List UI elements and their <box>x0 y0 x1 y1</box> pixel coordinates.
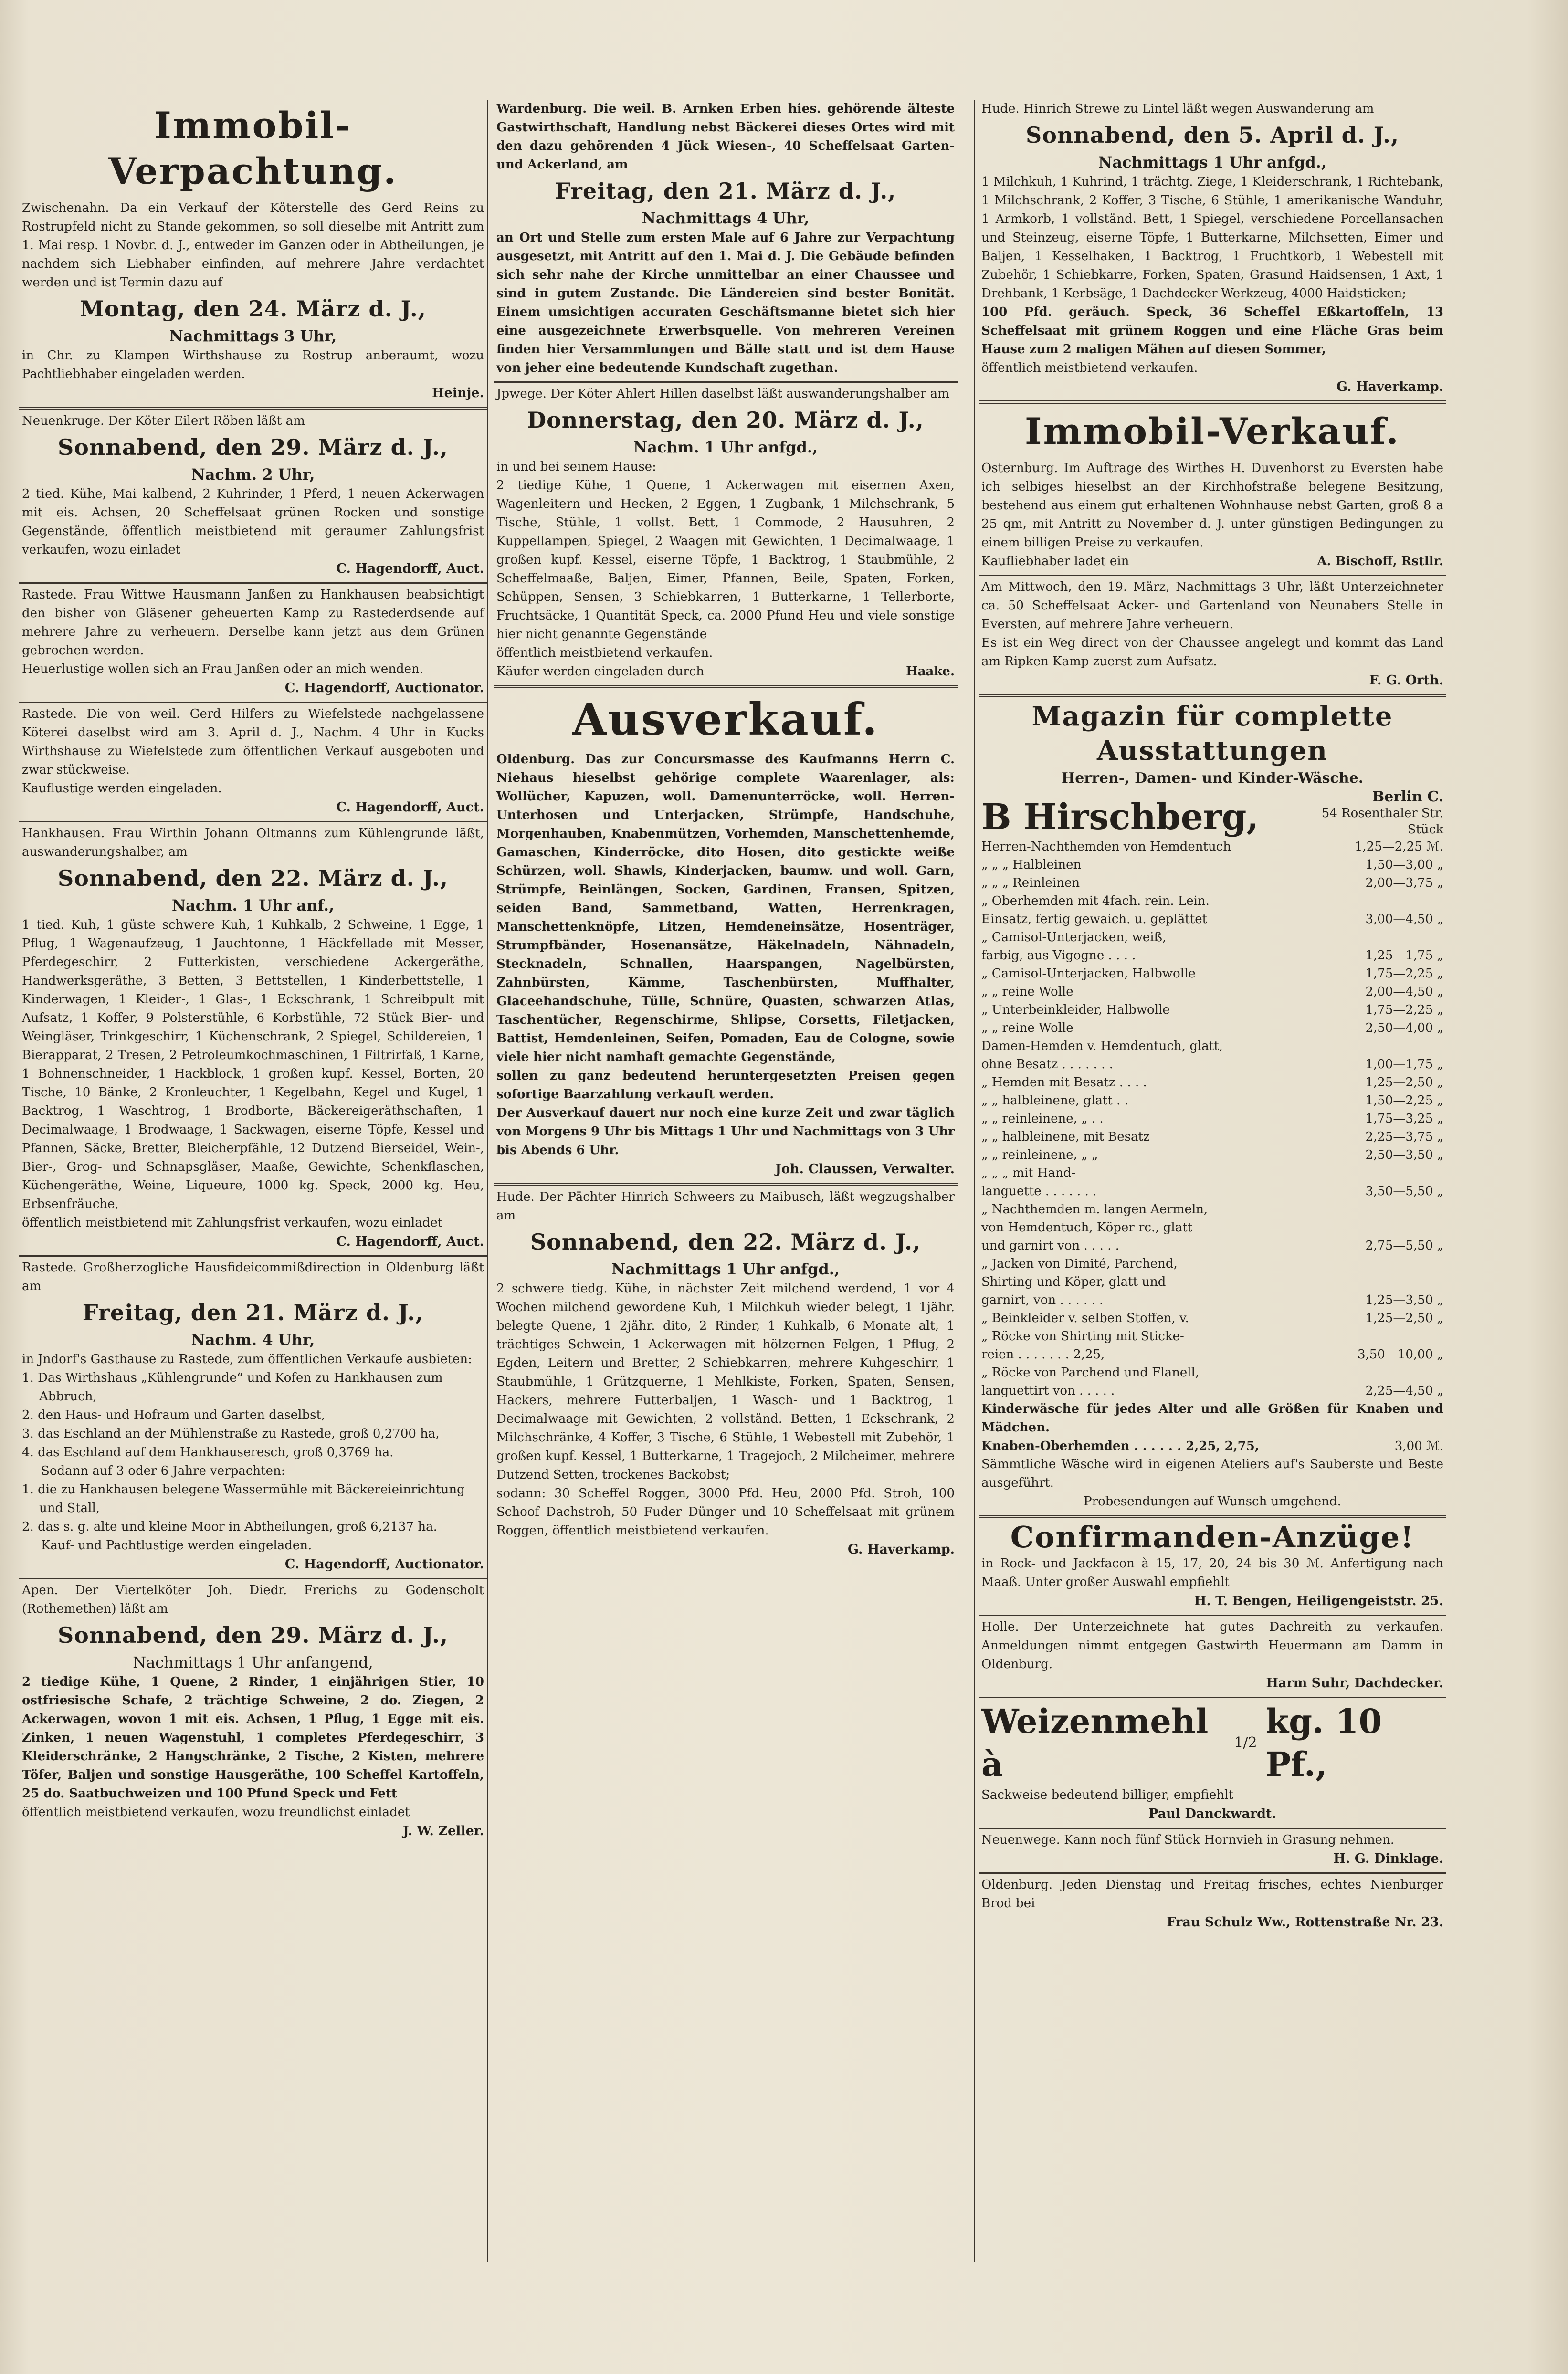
ad-time: Nachm. 1 Uhr anf., <box>171 896 335 914</box>
price-item: „ Röcke von Shirting mit Sticke- <box>981 1329 1184 1344</box>
table-row <box>981 874 1443 892</box>
ad-neuenwege <box>979 1829 1446 1874</box>
price-value <box>1334 1327 1443 1345</box>
table-row <box>981 1037 1443 1055</box>
price-value: 1,75—3,25 „ <box>1365 1112 1443 1126</box>
table-row <box>981 1182 1443 1200</box>
ad-date: Sonnabend, den 5. April d. J., <box>1025 122 1400 148</box>
ad-intro: in und bei seinem Hause: <box>496 460 656 474</box>
list-item: 1. Das Wirthshaus „Kühlengrunde“ und Kofen zu Hankhausen zum Abbruch, <box>22 1371 443 1404</box>
price-item: „ „ „ Reinleinen <box>981 876 1080 890</box>
ad-body: Neuenwege. Kann noch fünf Stück Hornvieh in Grasung nehmen. <box>981 1833 1395 1847</box>
ad-apen <box>19 1579 487 1845</box>
ad-body-2: 100 Pfd. geräuch. Speck, 36 Scheffel Eßkartoffeln, 13 Scheffelsaat mit grünem Roggen und eine Fläche Gras beim Hause zum 2 maligen Mähen auf diesen Sommer, <box>981 305 1443 357</box>
list-item: 2. den Haus- und Hofraum und Garten daselbst, <box>22 1408 326 1422</box>
price-item: „ „ reinleinene, „ „ <box>981 1148 1098 1162</box>
ad-signature: A. Bischoff, Rstllr. <box>1317 554 1443 568</box>
table-row <box>981 1001 1443 1019</box>
ad-lead: Hankhausen. Frau Wirthin Johann Oltmanns zum Kühlengrunde läßt, auswanderungshalber, am <box>22 826 484 859</box>
ad-tail: öffentlich meistbietend verkaufen. <box>981 361 1198 375</box>
table-row <box>981 1273 1443 1291</box>
price-value: 3,00—4,50 „ <box>1365 912 1443 926</box>
weizenmehl-headline <box>981 1700 1443 1786</box>
price-value: 2,25—3,75 „ <box>1365 1130 1443 1144</box>
ad-body: 1 Milchkuh, 1 Kuhrind, 1 trächtg. Ziege, 1 Kleiderschrank, 1 Richtebank, 1 Milchschrank, 2 Koffer, 3 Tische, 6 Stühle, 1 amerikanische Wanduhr, 1 Armkorb, 1 vollständ. Bett, 1 Spiegel, verschiedene Porcellansachen und Steinzeug, eiserne Töpfe, 1 Butterkarne, Milchsetten, Eimer und Baljen, 1 Kesselhaken, 1 Backtrog, 1 Fruchtkorb, 1 Webestell mit Zubehör, 1 Schiebkarre, Forken, Spaten, Grasund Haidsensen, 1 Axt, 1 Drehbank, 1 Kerbsäge, 1 Dachdecker-Werkzeug, 4000 Haidsticken; <box>981 175 1443 301</box>
price-item: „ Hemden mit Besatz . . . . <box>981 1075 1147 1090</box>
price-value <box>1334 1037 1443 1055</box>
ad-tail: sodann: 30 Scheffel Roggen, 3000 Pfd. Heu, 2000 Pfd. Stroh, 100 Schoof Dachstroh, 50 Fuder Dünger und 10 Scheffelsaat mit grünem Roggen, öffentlich meistbietend verkaufen. <box>496 1486 955 1538</box>
ad-signature: Haake. <box>906 664 955 679</box>
ad-intro-2: Sodann auf 3 oder 6 Jahre verpachten: <box>41 1464 285 1478</box>
ad-time: Nachm. 1 Uhr anfgd., <box>633 438 818 456</box>
ad-title: Magazin für complette Ausstattungen <box>1031 701 1393 767</box>
column-divider <box>974 100 975 2262</box>
table-row <box>981 856 1443 874</box>
ad-date: Freitag, den 21. März d. J., <box>555 178 896 204</box>
ad-signature: Joh. Claussen, Verwalter. <box>775 1162 955 1176</box>
ad-body: 2 tied. Kühe, Mai kalbend, 2 Kuhrinder, 1 Pferd, 1 neuen Ackerwagen mit eis. Achsen, 20 Scheffelsaat grünen Rocken und sonstige Gegenstände, öffentlich meistbietend mit geraumer Zahlungsfrist verkaufen, wozu einladet <box>22 487 484 557</box>
headline-part: Weizenmehl à <box>981 1702 1209 1784</box>
ad-date: Donnerstag, den 20. März d. J., <box>527 407 924 433</box>
ad-time: Nachmittags 1 Uhr anfgd., <box>1098 153 1326 171</box>
table-row <box>981 838 1443 856</box>
ad-signature-intro: Käufer werden eingeladen durch <box>496 664 704 679</box>
firm-header <box>981 789 1443 838</box>
table-row <box>981 1309 1443 1327</box>
price-item: Damen-Hemden v. Hemdentuch, glatt, <box>981 1039 1223 1053</box>
ad-signature: F. G. Orth. <box>1369 673 1443 688</box>
ad-immobil-verpachtung <box>19 98 487 410</box>
price-value <box>1334 1273 1443 1291</box>
ad-note: Sämmtliche Wäsche wird in eigenen Ateliers auf's Sauberste und Beste ausgeführt. <box>981 1457 1443 1490</box>
price-item: „ Beinkleider v. selben Stoffen, v. <box>981 1311 1189 1325</box>
ad-signature-line <box>496 662 955 681</box>
column-3 <box>979 98 1446 2265</box>
table-row <box>981 1092 1443 1110</box>
ad-lead: Apen. Der Viertelköter Joh. Diedr. Frerichs zu Godenscholt (Rothemethen) läßt am <box>22 1583 484 1616</box>
ad-body: 2 tiedige Kühe, 1 Quene, 1 Ackerwagen mit eisernen Axen, Wagenleitern und Hecken, 2 Eggen, 1 Zugbank, 1 Milchschrank, 5 Tische, Stühle, 1 vollst. Bett, 1 Commode, 2 Hausuhren, 2 Kuppellampen, Spiegel, 2 Waagen mit Gewichten, 1 Decimalwaage, 1 großen kupf. Kessel, eiserne Töpfe, 1 Backtrog, 1 Staubmühle, 2 Scheffelmaaße, Baljen, Eimer, Pfannen, Beile, Spaten, Forken, Schüppen, Sensen, 3 Schiebkarren, 1 Butterkarne, 1 Tellerborte, Fruchtsäcke, 1 Quantität Speck, ca. 2000 Pfund Heu und viele sonstige hier nicht genannte Gegenstände <box>496 478 955 641</box>
price-value: 1,25—1,75 „ <box>1365 948 1443 963</box>
ad-holle <box>979 1616 1446 1698</box>
ad-tail: Es ist ein Weg direct von der Chaussee angelegt und kommt das Land am Ripken Kamp zuerst zum Aufsatz. <box>981 636 1443 669</box>
price-item: und garnirt von . . . . . <box>981 1239 1119 1253</box>
ad-body: Rastede. Frau Wittwe Hausmann Janßen zu Hankhausen beabsichtigt den bisher von Gläsener geheuerten Kamp zu Rastederdsende auf mehrere Jahre zu verheuern. Derselbe kann jetzt aus dem Grünen gebrochen werden. <box>22 588 484 658</box>
unit-label: Stück <box>1407 822 1443 837</box>
ad-body: Osternburg. Im Auftrage des Wirthes H. Duvenhorst zu Eversten habe ich selbiges hieselbst an der Kirchhofstraße belegene Besitzung, bestehend aus einem gut erhaltenen Wohnhause nebst Garten, groß 8 a 25 qm, mit Antritt zu November d. J. unter günstigen Bedingungen zu einem billigen Preise zu verkaufen. <box>981 461 1443 550</box>
ad-hirschberg <box>979 697 1446 1518</box>
price-value: 1,25—2,50 „ <box>1365 1075 1443 1090</box>
ad-wardenburg <box>494 98 958 383</box>
ad-body: in Rock- und Jackfacon à 15, 17, 20, 24 bis 30 ℳ. Anfertigung nach Maaß. Unter großer Auswahl empfiehlt <box>981 1556 1443 1589</box>
price-value <box>1334 1164 1443 1182</box>
price-item: „ Camisol-Unterjacken, Halbwolle <box>981 966 1196 981</box>
list-item: 4. das Eschland auf dem Hankhauseresch, groß 0,3769 ha. <box>22 1445 394 1460</box>
price-item: „ „ reine Wolle <box>981 985 1073 999</box>
firm-street: 54 Rosenthaler Str. <box>1321 806 1443 820</box>
ad-lead: Hude. Hinrich Strewe zu Lintel läßt wegen Auswanderung am <box>981 102 1374 116</box>
table-row <box>981 1219 1443 1237</box>
column-1 <box>19 98 487 2265</box>
ad-body: Am Mittwoch, den 19. März, Nachmittags 3 Uhr, läßt Unterzeichneter ca. 50 Scheffelsaat Acker- und Gartenland von Neunabers Stelle in Eversten, auf mehrere Jahre verheuern. <box>981 580 1443 631</box>
price-value: 1,25—2,25 ℳ. <box>1354 840 1443 854</box>
ad-signature: H. T. Bengen, Heiligengeiststr. 25. <box>1194 1594 1443 1608</box>
ad-time: Nachmittags 3 Uhr, <box>169 327 337 345</box>
ad-signature: Heinje. <box>432 386 484 400</box>
ad-signature: C. Hagendorff, Auct. <box>336 800 484 815</box>
table-row <box>981 1237 1443 1255</box>
ad-lead: Jpwege. Der Köter Ahlert Hillen daselbst läßt auswanderungshalber am <box>496 387 949 401</box>
price-value: 1,75—2,25 „ <box>1365 966 1443 981</box>
table-row <box>981 1019 1443 1037</box>
ad-signature: C. Hagendorff, Auctionator. <box>284 1557 484 1572</box>
ad-orth <box>979 576 1446 697</box>
ad-tail: in Chr. zu Klampen Wirthshause zu Rostrup anberaumt, wozu Pachtliebhaber eingeladen werden. <box>22 348 484 381</box>
table-row <box>981 892 1443 910</box>
ad-hude-strewe <box>979 98 1446 404</box>
ad-item-list <box>22 1369 484 1462</box>
ad-signature: G. Haverkamp. <box>847 1542 955 1557</box>
table-row <box>981 946 1443 965</box>
ad-signature: Frau Schulz Ww., Rottenstraße Nr. 23. <box>1167 1915 1443 1930</box>
price-value: 3,00 ℳ. <box>1394 1439 1443 1453</box>
price-item: Shirting und Köper, glatt und <box>981 1275 1166 1289</box>
ad-time: Nachm. 2 Uhr, <box>191 465 315 483</box>
price-item: „ „ halbleinene, mit Besatz <box>981 1130 1150 1144</box>
table-row <box>981 1327 1443 1345</box>
price-item: „ „ „ Halbleinen <box>981 858 1082 872</box>
price-item: „ „ reinleinene, „ . . <box>981 1112 1104 1126</box>
headline-fraction: 1/2 <box>1234 1734 1257 1751</box>
ad-date: Sonnabend, den 22. März d. J., <box>57 865 449 891</box>
ad-hankhausen <box>19 822 487 1257</box>
price-item: „ Röcke von Parchend und Flanell, <box>981 1366 1200 1380</box>
ad-hude-schweers <box>494 1186 958 1563</box>
price-value: 1,25—3,50 „ <box>1365 1293 1443 1307</box>
price-item: „ Unterbeinkleider, Halbwolle <box>981 1003 1170 1017</box>
ad-tail: an Ort und Stelle zum ersten Male auf 6 Jahre zur Verpachtung ausgesetzt, mit Antritt auf den 1. Mai d. J. Die Gebäude befinden sich sehr nahe der Kirche unmittelbar an einer Chaussee und sind in gutem Zustande. Die Ländereien sind bester Bonität. Einem umsichtigen accuraten Geschäftsmanne bietet sich hier eine ausgezeichnete Erwerbsquelle. Von mehreren Vereinen finden hier Versammlungen und Bälle statt und ist dem Hause von jeher eine bedeutende Kundschaft zugethan. <box>496 231 955 375</box>
table-row <box>981 1110 1443 1128</box>
ad-neuenkruge <box>19 410 487 584</box>
ad-tail: Heuerlustige wollen sich an Frau Janßen oder an mich wenden. <box>22 662 424 676</box>
ad-lead: Rastede. Großherzogliche Hausfideicommißdirection in Oldenburg läßt am <box>22 1261 484 1293</box>
table-row <box>981 928 1443 946</box>
list-item: 1. die zu Hankhausen belegene Wassermühle mit Bäckereieinrichtung und Stall, <box>22 1482 465 1515</box>
price-item: „ Nachthemden m. langen Aermeln, <box>981 1202 1208 1217</box>
ad-tail: sollen zu ganz bedeutend heruntergesetzten Preisen gegen sofortige Baarzahlung verkauft werden. <box>496 1069 955 1102</box>
ad-title: Immobil-Verpachtung. <box>108 104 398 192</box>
ad-date: Sonnabend, den 22. März d. J., <box>530 1229 921 1255</box>
price-value <box>1334 892 1443 910</box>
ad-date: Freitag, den 21. März d. J., <box>82 1300 424 1325</box>
price-value: 2,50—3,50 „ <box>1365 1148 1443 1162</box>
ad-tail: öffentlich meistbietend mit Zahlungsfrist verkaufen, wozu einladet <box>22 1216 443 1230</box>
ad-signature: J. W. Zeller. <box>402 1824 484 1838</box>
table-row <box>981 1055 1443 1073</box>
ad-body: Zwischenahn. Da ein Verkauf der Köterstelle des Gerd Reins zu Rostrupfeld nicht zu Stande gekommen, so soll dieselbe mit Antritt zum 1. Mai resp. 1 Novbr. d. J., entweder im Ganzen oder in Abtheilungen, je nachdem sich Liebhaber einfinden, auf mehrere Jahre verdachtet werden und ist Termin dazu auf <box>22 201 484 290</box>
list-item: 3. das Eschland an der Mühlenstraße zu Rastede, groß 0,2700 ha, <box>22 1427 440 1441</box>
ad-tail: öffentlich meistbietend verkaufen, wozu freundlichst einladet <box>22 1805 410 1819</box>
price-value: 3,50—5,50 „ <box>1365 1184 1443 1198</box>
ad-time: Nachmittags 1 Uhr anfangend, <box>133 1653 373 1671</box>
firm-address <box>1322 789 1443 838</box>
ad-body: Holle. Der Unterzeichnete hat gutes Dachreith zu verkaufen. Anmeldungen nimmt entgegen Gastwirth Heuermann am Damm in Oldenburg. <box>981 1620 1443 1671</box>
headline-part-2: kg. 10 Pf., <box>1265 1702 1382 1784</box>
table-row <box>981 965 1443 983</box>
ad-ausverkauf <box>494 688 958 1186</box>
ad-body: 2 tiedige Kühe, 1 Quene, 2 Rinder, 1 einjährigen Stier, 10 ostfriesische Schafe, 2 trächtige Schweine, 2 do. Ziegen, 2 Ackerwagen, wovon 1 mit eis. Achsen, 1 Pflug, 1 Egge mit eis. Zinken, 1 neuen Wagenstuhl, 1 completes Pferdegeschirr, 3 Kleiderschränke, 2 Hangschränke, 2 Tische, 2 Kisten, mehrere Töfer, Baljen und sonstige Hausgeräthe, 100 Scheffel Kartoffeln, 25 do. Saatbuchweizen und 100 Pfund Speck und Fett <box>22 1675 484 1801</box>
firm-city: Berlin C. <box>1372 788 1443 805</box>
ad-rastede-janssen <box>19 584 487 703</box>
table-row <box>981 1128 1443 1146</box>
price-value: 2,75—5,50 „ <box>1365 1239 1443 1253</box>
ad-jpwege <box>494 383 958 688</box>
table-row <box>981 1255 1443 1273</box>
price-item: „ Oberhemden mit 4fach. rein. Lein. <box>981 894 1210 908</box>
ad-time: Nachmittags 4 Uhr, <box>642 209 810 227</box>
table-row <box>981 1382 1443 1400</box>
ad-intro: in Jndorf's Gasthause zu Rastede, zum öffentlichen Verkaufe ausbieten: <box>22 1352 472 1366</box>
ad-signature-line <box>981 552 1443 571</box>
ad-title: Ausverkauf. <box>572 693 879 745</box>
price-value <box>1334 1200 1443 1219</box>
ad-date: Montag, den 24. März d. J., <box>80 296 426 322</box>
ad-subtitle: Herren-, Damen- und Kinder-Wäsche. <box>1061 770 1364 787</box>
ad-tail: Kauflustige werden eingeladen. <box>22 781 222 796</box>
ad-signature: C. Hagendorff, Auct. <box>336 561 484 576</box>
price-item: „ Camisol-Unterjacken, weiß, <box>981 930 1167 945</box>
table-row <box>981 1364 1443 1382</box>
ad-signature: H. G. Dinklage. <box>1333 1851 1443 1866</box>
price-value: 1,50—3,00 „ <box>1365 858 1443 872</box>
ad-signature: C. Hagendorff, Auct. <box>336 1234 484 1249</box>
price-value <box>1334 928 1443 946</box>
ad-immobil-verkauf <box>979 404 1446 576</box>
ad-signature: Paul Danckwardt. <box>1148 1807 1276 1821</box>
price-item: Einsatz, fertig gewaich. u. geplättet <box>981 912 1208 926</box>
ad-signature-intro: Kaufliebhaber ladet ein <box>981 554 1129 568</box>
price-value <box>1334 1219 1443 1237</box>
price-item: languettirt von . . . . . <box>981 1384 1115 1398</box>
list-item: 2. das s. g. alte und kleine Moor in Abtheilungen, groß 6,2137 ha. <box>22 1520 437 1534</box>
price-value: 2,00—4,50 „ <box>1365 985 1443 999</box>
table-row <box>981 1437 1443 1455</box>
price-value: 2,25—4,50 „ <box>1365 1384 1443 1398</box>
ad-body: Rastede. Die von weil. Gerd Hilfers zu Wiefelstede nachgelassene Köterei daselbst wird am 3. April d. J., Nachm. 4 Uhr in Kucks Wirthshause zu Wiefelstede zum öffentlichen Verkauf ausgeboten und zwar stückweise. <box>22 707 484 777</box>
price-value <box>1334 1364 1443 1382</box>
ad-confirmanden <box>979 1518 1446 1616</box>
price-item: languette . . . . . . . <box>981 1184 1097 1198</box>
table-row <box>981 1073 1443 1092</box>
table-row <box>981 1146 1443 1164</box>
ad-tail: Kauf- und Pachtlustige werden eingeladen. <box>41 1538 312 1553</box>
price-item: „ „ halbleinene, glatt . . <box>981 1093 1128 1108</box>
price-item: reien . . . . . . . 2,25, <box>981 1347 1105 1362</box>
ad-lead: Neuenkruge. Der Köter Eilert Röben läßt am <box>22 414 305 428</box>
ad-body: Oldenburg. Das zur Concursmasse des Kaufmanns Herrn C. Niehaus hieselbst gehörige complete Waarenlager, als: Wollücher, Kapuzen, woll. Damenunterröcke, woll. Herren-Unterhosen und Unterjacken, Strümpfe, Handschuhe, Morgenhauben, Knabenmützen, Vorhemden, Manschettenhemde, Gamaschen, Kinderröcke, dito Hosen, dito gestickte weiße Schürzen, woll. Shawls, Kinderjacken, baumw. und woll. Garn, Strümpfe, Beinlängen, Socken, Gardinen, Fransen, Spitzen, seiden Band, Sammetband, Watten, Herrenkragen, Manschettenknöpfe, Litzen, Hemdeneinsätze, Hosenträger, Strumpfbänder, Hosenansätze, Häkelnadeln, Nähnadeln, Stecknadeln, Schnallen, Haarspangen, Nagelbürsten, Zahnbürsten, Kämme, Taschenbürsten, Muffhalter, Glaceehandschuhe, Tülle, Schnüre, Quasten, schwarzen Atlas, Taschentücher, Regenschirme, Shlipse, Corsetts, Filetjacken, Battist, Hemdenleinen, Seifen, Pomaden, Eau de Cologne, sowie viele hier nicht namhaft gemachte Gegenstände, <box>496 752 955 1064</box>
ad-time: Nachmittags 1 Uhr anfgd., <box>611 1260 840 1278</box>
ad-date: Sonnabend, den 29. März d. J., <box>57 1622 449 1648</box>
ad-body: Wardenburg. Die weil. B. Arnken Erben hies. gehörende älteste Gastwirthschaft, Handlung nebst Bäckerei dieses Ortes wird mit den dazu gehörenden 4 Jück Wiesen-, 40 Scheffelsaat Garten- und Ackerland, am <box>496 102 955 172</box>
price-value: 2,50—4,00 „ <box>1365 1021 1443 1035</box>
price-value: 1,75—2,25 „ <box>1365 1003 1443 1017</box>
price-item: garnirt, von . . . . . . <box>981 1293 1104 1307</box>
ad-body: 2 schwere tiedg. Kühe, in nächster Zeit milchend werdend, 1 vor 4 Wochen milchend gewordene Kuh, 1 Milchkuh wieder belegt, 1 1jähr. belegte Quene, 1 2jähr. dito, 2 Rinder, 1 Kuhkalb, 6 Monate alt, 1 trächtiges Schwein, 1 Ackerwagen mit hölzernen Felgen, 1 Pflug, 2 Egden, Leitern und Bretter, 2 Schiebkarren, mehrere Kuhgeschirr, 1 Staubmühle, 1 Grützquerne, 1 Mehlkiste, Forken, Spaten, Sensen, Hackers, mehrere Futterbaljen, 1 Wasch- und 1 Backtrog, 1 Decimalwaage mit Gewichten, 2 vollständ. Betten, 1 Eckschrank, 2 Milchschränke, 4 Koffer, 3 Tische, 6 Stühle, 1 Webestell mit Zubehör, 1 großen kupf. Kessel, 1 Butterkarne, 1 Tragejoch, 2 Milcheimer, mehrere Dutzend Setten, trockenes Backobst; <box>496 1282 955 1482</box>
ad-title: Immobil-Verkauf. <box>1025 410 1400 452</box>
ad-weizenmehl <box>979 1698 1446 1829</box>
price-value: 3,50—10,00 „ <box>1357 1347 1443 1362</box>
ad-signature: G. Haverkamp. <box>1336 379 1443 394</box>
table-row <box>981 1164 1443 1182</box>
price-item: „ Jacken von Dimité, Parchend, <box>981 1257 1178 1271</box>
price-item: ohne Besatz . . . . . . . <box>981 1057 1113 1071</box>
price-item: „ „ reine Wolle <box>981 1021 1073 1035</box>
ad-date: Sonnabend, den 29. März d. J., <box>57 434 449 460</box>
ad-body: Sackweise bedeutend billiger, empfiehlt <box>981 1788 1233 1802</box>
ad-kinder: Kinderwäsche für jedes Alter und alle Größen für Knaben und Mädchen. <box>981 1402 1443 1435</box>
price-value: 1,25—2,50 „ <box>1365 1311 1443 1325</box>
ad-body: Oldenburg. Jeden Dienstag und Freitag frisches, echtes Nienburger Brod bei <box>981 1878 1443 1911</box>
price-value: 1,00—1,75 „ <box>1365 1057 1443 1071</box>
price-value: 1,50—2,25 „ <box>1365 1093 1443 1108</box>
ad-tail: öffentlich meistbietend verkaufen. <box>496 646 713 660</box>
ad-rastede-hilfers <box>19 703 487 822</box>
ad-signature: C. Hagendorff, Auctionator. <box>284 681 484 695</box>
price-value <box>1334 1255 1443 1273</box>
price-value: 2,00—3,75 „ <box>1365 876 1443 890</box>
price-table-knaben <box>981 1437 1443 1455</box>
price-item: Herren-Nachthemden von Hemdentuch <box>981 840 1231 854</box>
firm-name: B Hirschberg, <box>981 797 1259 838</box>
price-item: von Hemdentuch, Köper rc., glatt <box>981 1220 1193 1235</box>
ad-time: Nachm. 4 Uhr, <box>191 1331 315 1349</box>
table-row <box>981 1291 1443 1309</box>
ad-signature: Harm Suhr, Dachdecker. <box>1266 1676 1443 1691</box>
ad-note-2: Probesendungen auf Wunsch umgehend. <box>1084 1494 1341 1509</box>
ad-body: 1 tied. Kuh, 1 güste schwere Kuh, 1 Kuhkalb, 2 Schweine, 1 Egge, 1 Pflug, 1 Wagenaufzeug, 1 Jauchtonne, 1 Häckfellade mit Messer, Pferdegeschirr, 2 Futterkisten, verschiedene Ackergeräthe, Handwerksgeräthe, 3 Betten, 3 Bettstellen, 1 Kinderbettstelle, 1 Kinderwagen, 1 Kleider-, 1 Glas-, 1 Eckschrank, 1 Schreibpult mit Aufsatz, 1 Koffer, 9 Polsterstühle, 6 Korbstühle, 72 Stück Bier- und Weingläser, Trinkgeschirr, 1 Küchenschrank, 2 Spiegel, Schildereien, 1 Bierapparat, 2 Tresen, 2 Petroleumkochmaschinen, 1 Filtrirfaß, 1 Karne, 1 Bohnenschneider, 1 Hackblock, 1 großen kupf. Kessel, Borten, 20 Tische, 10 Bänke, 2 Kronleuchter, 1 Kegelbahn, Kegel und Kugel, 1 Backtrog, 1 Waschtrog, 1 Brodborte, Bäckereigeräthschaften, 1 Decimalwaage, 1 Brodwaage, 1 Sackwagen, eiserne Töpfe, Kessel und Pfannen, Säcke, Bretter, Bleicherpfähle, 12 Dutzend Bierseidel, Wein-, Bier-, Grog- und Schnapsgläser, Maaße, Gewichte, Schenkflaschen, Küchengeräthe, Weine, Liqueure, 1000 kg. Speck, 2000 kg. Heu, Erbsenfräuche, <box>22 918 484 1211</box>
ad-item-list-2 <box>22 1481 484 1536</box>
ad-title: Confirmanden-Anzüge! <box>1010 1520 1415 1555</box>
column-2 <box>487 98 964 2265</box>
price-item: „ „ „ mit Hand- <box>981 1166 1076 1180</box>
price-item: Knaben-Oberhemden . . . . . . 2,25, 2,75, <box>981 1439 1259 1453</box>
table-row <box>981 910 1443 928</box>
ad-lead: Hude. Der Pächter Hinrich Schweers zu Maibusch, läßt wegzugshalber am <box>496 1190 955 1223</box>
ad-tail-2: Der Ausverkauf dauert nur noch eine kurze Zeit und zwar täglich von Morgens 9 Uhr bis Mittags 1 Uhr und Nachmittags von 3 Uhr bis Abends 6 Uhr. <box>496 1106 955 1157</box>
table-row <box>981 983 1443 1001</box>
price-table <box>981 838 1443 1400</box>
ad-nienburger-brod <box>979 1874 1446 1936</box>
table-row <box>981 1200 1443 1219</box>
price-item: farbig, aus Vigogne . . . . <box>981 948 1136 963</box>
ad-rastede-hausfideicommiss <box>19 1257 487 1579</box>
table-row <box>981 1345 1443 1364</box>
